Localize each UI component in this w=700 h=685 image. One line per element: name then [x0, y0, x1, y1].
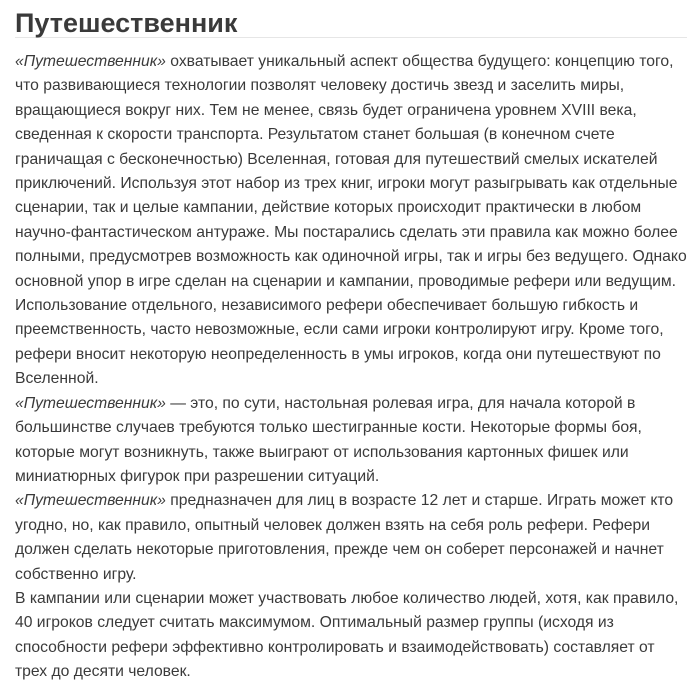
article: [15, 0, 687, 685]
paragraph-group-size: [15, 587, 687, 685]
book-name: «Путешественник»: [15, 394, 166, 412]
paragraph-text: — это, по сути, настольная ролевая игра, для начала которой в большинстве случаев требуются только шестигранные кости. Некоторые формы боя, которые могут возникнуть, также выиграют от использования картонных фишек или миниатюрных фигурок при разрешении ситуаций.: [15, 394, 642, 485]
book-name: «Путешественник»: [15, 53, 166, 70]
book-name: «Путешественник»: [15, 492, 166, 510]
article-title: Путешественник: [15, 0, 687, 38]
paragraph-text: В кампании или сценарии может участвовать любое количество людей, хотя, как правило, 40 игроков следует считать максимумом. Оптимальный размер группы (исходя из способности рефери эффективно контролировать и взаимодействовать) составляет от трех до десяти человек.: [15, 589, 679, 681]
paragraph-intro: [15, 50, 687, 392]
paragraph-age: [15, 489, 687, 587]
paragraph-text: предназначен для лиц в возрасте 12 лет и старше. Играть может кто угодно, но, как правило, опытный человек должен взять на себя роль рефери. Рефери должен сделать некоторые приготовления, прежде чем он соберет персонажей и начнет собственно игру.: [15, 492, 674, 583]
article-body: [15, 50, 687, 685]
paragraph-text: охватывает уникальный аспект общества будущего: концепцию того, что развивающиеся технологии позволят человеку достичь звезд и заселить миры, вращающиеся вокруг них. Тем не менее, связь будет ограничена уровнем XVIII века, сведенная к скорости транспорта. Результатом станет большая (в конечном счете граничащая с бесконечностью) Вселенная, готовая для путешествий смелых искателей приключений. Используя этот набор из трех книг, игроки могут разыгрывать как отдельные сценарии, так и целые кампании, действие которых происходит практически в любом научно-фантастическом антураже. Мы постарались сделать эти правила как можно более полными, предусмотрев возможность как одиночной игры, так и игры без ведущего. Однако основной упор в игре сделан на сценарии и кампании, проводимые рефери или ведущим. Использование отдельного, независимого рефери обеспечивает большую гибкость и преемственность, часто невозможные, если сами игроки контролируют игру. Кроме того, рефери вносит некоторую неопределенность в умы игроков, когда они путешествуют по Вселенной.: [15, 53, 687, 388]
paragraph-game-type: [15, 392, 687, 490]
